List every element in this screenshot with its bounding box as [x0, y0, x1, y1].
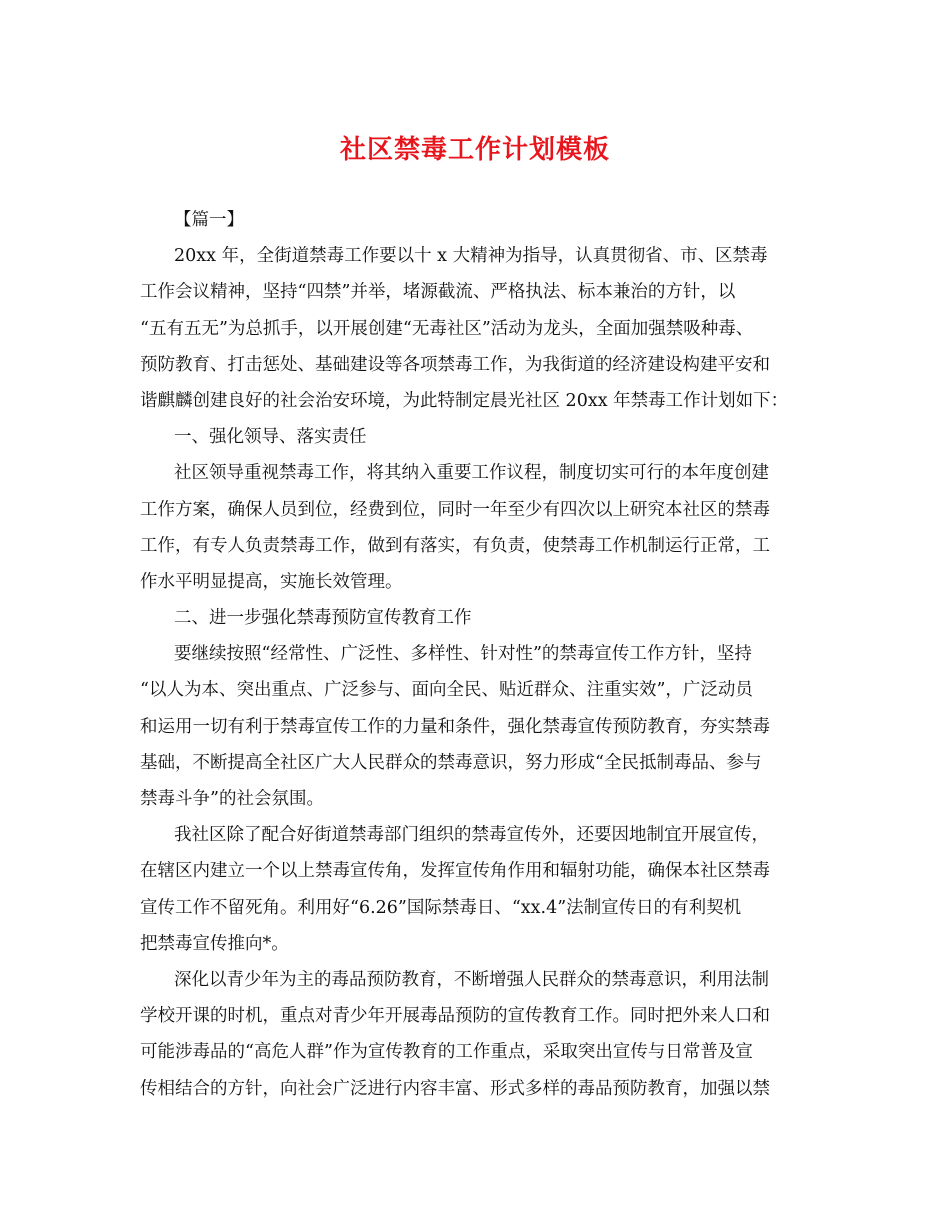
paragraph-line: 20xx 年，全街道禁毒工作要以十 x 大精神为指导，认真贯彻省、市、区禁毒: [174, 246, 768, 267]
paragraph-intro: [140, 238, 820, 419]
paragraph-line: 谐麒麟创建良好的社会治安环境，为此特制定晨光社区 20xx 年禁毒工作计划如下：: [140, 390, 789, 411]
paragraph-line: 工作，有专人负责禁毒工作，做到有落实，有负责，使禁毒工作机制运行正常，工: [140, 535, 770, 556]
paragraph-youth: [140, 962, 820, 1107]
heading-1: [140, 419, 820, 455]
paragraph-community: [140, 817, 820, 962]
paragraph-line: “以人为本、突出重点、广泛参与、面向全民、贴近群众、注重实效”，广泛动员: [140, 680, 753, 701]
section-heading: 二、进一步强化禁毒预防宣传教育工作: [174, 608, 472, 629]
paragraph-line: 可能涉毒品的“高危人群”作为宣传教育的工作重点，采取突出宣传与日常普及宣: [140, 1042, 753, 1063]
document-title: 社区禁毒工作计划模板: [339, 135, 610, 165]
paragraph-propaganda: [140, 636, 820, 817]
paragraph-line: 工作方案，确保人员到位，经费到位，同时一年至少有四次以上研究本社区的禁毒: [140, 499, 770, 520]
heading-2: [140, 600, 820, 636]
section-label-text: 【篇一】: [174, 210, 244, 230]
paragraph-line: 传相结合的方针，向社会广泛进行内容丰富、形式多样的毒品预防教育，加强以禁: [140, 1078, 770, 1099]
paragraph-line: 在辖区内建立一个以上禁毒宣传角，发挥宣传角作用和辐射功能，确保本社区禁毒: [140, 861, 770, 882]
paragraph-line: 和运用一切有利于禁毒宣传工作的力量和条件，强化禁毒宣传预防教育，夯实禁毒: [140, 716, 770, 737]
paragraph-line: “五有五无”为总抓手，以开展创建“无毒社区”活动为龙头，全面加强禁吸种毒、: [140, 318, 754, 339]
document-body: [140, 202, 820, 1107]
paragraph-leadership: [140, 455, 820, 600]
paragraph-line: 宣传工作不留死角。利用好“6.26”国际禁毒日、“xx.4”法制宣传日的有利契机: [140, 897, 742, 918]
paragraph-line: 我社区除了配合好街道禁毒部门组织的禁毒宣传外，还要因地制宜开展宣传，: [174, 825, 769, 846]
paragraph-line: 深化以青少年为主的毒品预防教育，不断增强人民群众的禁毒意识，利用法制: [174, 969, 769, 990]
paragraph-line: 基础，不断提高全社区广大人民群众的禁毒意识，努力形成“全民抵制毒品、参与: [140, 752, 762, 773]
paragraph-line: 社区领导重视禁毒工作，将其纳入重要工作议程，制度切实可行的本年度创建: [174, 463, 769, 484]
paragraph-line: 把禁毒宣传推向*。: [140, 933, 289, 954]
paragraph-line: 工作会议精神，坚持“四禁”并举，堵源截流、严格执法、标本兼治的方针，以: [140, 282, 736, 303]
section-heading: 一、强化领导、落实责任: [174, 427, 367, 448]
section-label: [140, 202, 820, 238]
paragraph-line: 学校开课的时机，重点对青少年开展毒品预防的宣传教育工作。同时把外来人口和: [140, 1006, 770, 1027]
paragraph-line: 预防教育、打击惩处、基础建设等各项禁毒工作，为我街道的经济建设构建平安和: [140, 354, 770, 375]
paragraph-line: 要继续按照“经常性、广泛性、多样性、针对性”的禁毒宣传工作方针，坚持: [174, 644, 752, 665]
paragraph-line: 禁毒斗争”的社会氛围。: [140, 789, 324, 809]
paragraph-line: 作水平明显提高，实施长效管理。: [140, 571, 403, 592]
